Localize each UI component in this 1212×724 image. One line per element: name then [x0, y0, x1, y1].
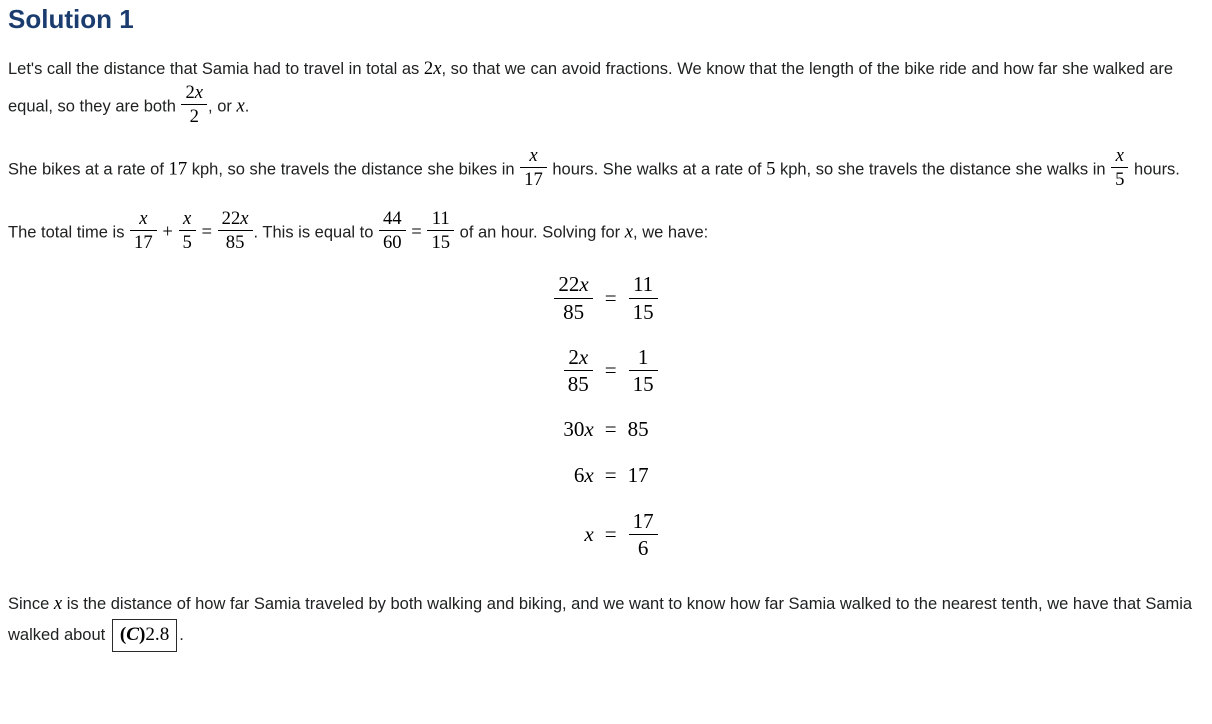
- text-run: Let's call the distance that Samia had to travel in total as: [8, 60, 424, 78]
- fraction-numerator: 22x: [554, 272, 592, 298]
- equation-rhs: [628, 509, 659, 560]
- fraction: [520, 145, 547, 191]
- fraction-denominator: 85: [225, 232, 245, 253]
- fraction: [379, 208, 406, 254]
- equals-sign: =: [604, 522, 617, 547]
- boxed-answer: (C)2.8: [112, 619, 177, 652]
- text-run: The total time is: [8, 222, 130, 241]
- text-run: , so that we can avoid fractions. We know that the length of the bike ride and how far she walked are equal, so they are both: [8, 60, 1178, 116]
- inline-math: =: [406, 220, 427, 242]
- equation-lhs: [563, 345, 594, 396]
- fraction-denominator: 5: [182, 232, 192, 253]
- fraction: [629, 509, 658, 560]
- fraction: [179, 208, 196, 254]
- text-run: kph, so she travels the distance she bikes in: [187, 160, 520, 179]
- fraction: [629, 272, 658, 323]
- fraction-numerator: 17: [629, 509, 658, 535]
- paragraph-rates: [8, 144, 1204, 193]
- equation-rhs: [628, 272, 659, 323]
- fraction-denominator: 2: [189, 106, 199, 128]
- fraction-denominator: 17: [524, 169, 543, 191]
- paragraph-setup: [8, 55, 1204, 130]
- equation-lhs: [574, 463, 594, 488]
- fraction: [218, 208, 253, 254]
- fraction-numerator: 11: [629, 272, 658, 298]
- paragraph-conclusion: [8, 590, 1204, 652]
- fraction-numerator: 2x: [181, 82, 207, 105]
- text-run: is the distance of how far Samia traveled by both walking and biking, and we want to know how far Samia walked to the nearest tenth, we have that Samia walked about: [8, 595, 1197, 644]
- inline-math: x: [624, 220, 634, 242]
- inline-math: =: [196, 220, 217, 242]
- fraction-numerator: 11: [427, 208, 454, 231]
- fraction-denominator: 17: [134, 232, 153, 253]
- text-run: , or: [208, 97, 237, 116]
- equation-lhs: [563, 417, 593, 442]
- paragraph-total-time: [8, 207, 1204, 256]
- text-run: .: [179, 626, 184, 644]
- equals-sign: =: [604, 285, 617, 310]
- text-run: hours. She walks at a rate of: [547, 160, 767, 179]
- fraction: [564, 345, 593, 396]
- fraction: [1111, 145, 1128, 191]
- fraction-numerator: 2x: [564, 345, 593, 371]
- answer-choice-label: (C): [119, 624, 146, 646]
- fraction-denominator: 6: [637, 536, 649, 561]
- fraction-numerator: 22x: [218, 208, 253, 231]
- fraction-numerator: x: [520, 145, 547, 168]
- fraction-denominator: 5: [1115, 169, 1125, 191]
- fraction-denominator: 85: [563, 299, 585, 324]
- fraction-denominator: 60: [382, 232, 402, 253]
- inline-math: 30x: [563, 416, 594, 441]
- text-run: .: [244, 97, 250, 116]
- text-run: of an hour. Solving for: [455, 222, 625, 241]
- inline-math: x: [53, 593, 63, 615]
- text-run: Since: [8, 595, 54, 614]
- solution-content: [8, 4, 1204, 652]
- inline-math: 17: [627, 462, 649, 487]
- text-run: . This is equal to: [253, 222, 378, 241]
- equation-lhs: [584, 522, 593, 547]
- fraction: [554, 272, 592, 323]
- inline-math: 5: [766, 158, 776, 180]
- equation-rhs: [628, 417, 649, 442]
- equation-rhs: [628, 463, 649, 488]
- fraction-denominator: 15: [632, 299, 654, 324]
- inline-math: 2x: [423, 58, 442, 79]
- fraction-numerator: x: [179, 208, 196, 231]
- fraction-denominator: 15: [632, 371, 654, 396]
- fraction-numerator: x: [130, 208, 157, 231]
- inline-math: 85: [627, 416, 649, 441]
- fraction-denominator: 85: [567, 371, 589, 396]
- fraction: [629, 345, 658, 396]
- equation-lhs: [553, 272, 593, 323]
- fraction: [130, 208, 157, 254]
- inline-math: 6x: [573, 462, 594, 487]
- equals-sign: =: [604, 416, 617, 441]
- fraction-denominator: 15: [431, 232, 451, 253]
- fraction-numerator: 44: [379, 208, 406, 231]
- fraction-numerator: 1: [629, 345, 658, 371]
- text-run: hours.: [1129, 160, 1180, 179]
- solution-heading: Solution 1: [8, 4, 134, 34]
- equation-rhs: [628, 345, 659, 396]
- text-run: , we have:: [633, 222, 709, 241]
- fraction-numerator: x: [1111, 145, 1128, 168]
- text-run: She bikes at a rate of: [8, 160, 169, 179]
- inline-math: 17: [168, 158, 188, 180]
- inline-math: x: [584, 522, 594, 547]
- fraction: [181, 82, 207, 128]
- inline-math: x: [236, 95, 245, 117]
- inline-math: +: [157, 220, 178, 242]
- fraction: [427, 208, 454, 254]
- equals-sign: =: [604, 357, 617, 382]
- equals-sign: =: [604, 462, 617, 487]
- text-run: kph, so she travels the distance she walks in: [775, 160, 1111, 179]
- equation-block: [8, 272, 1204, 560]
